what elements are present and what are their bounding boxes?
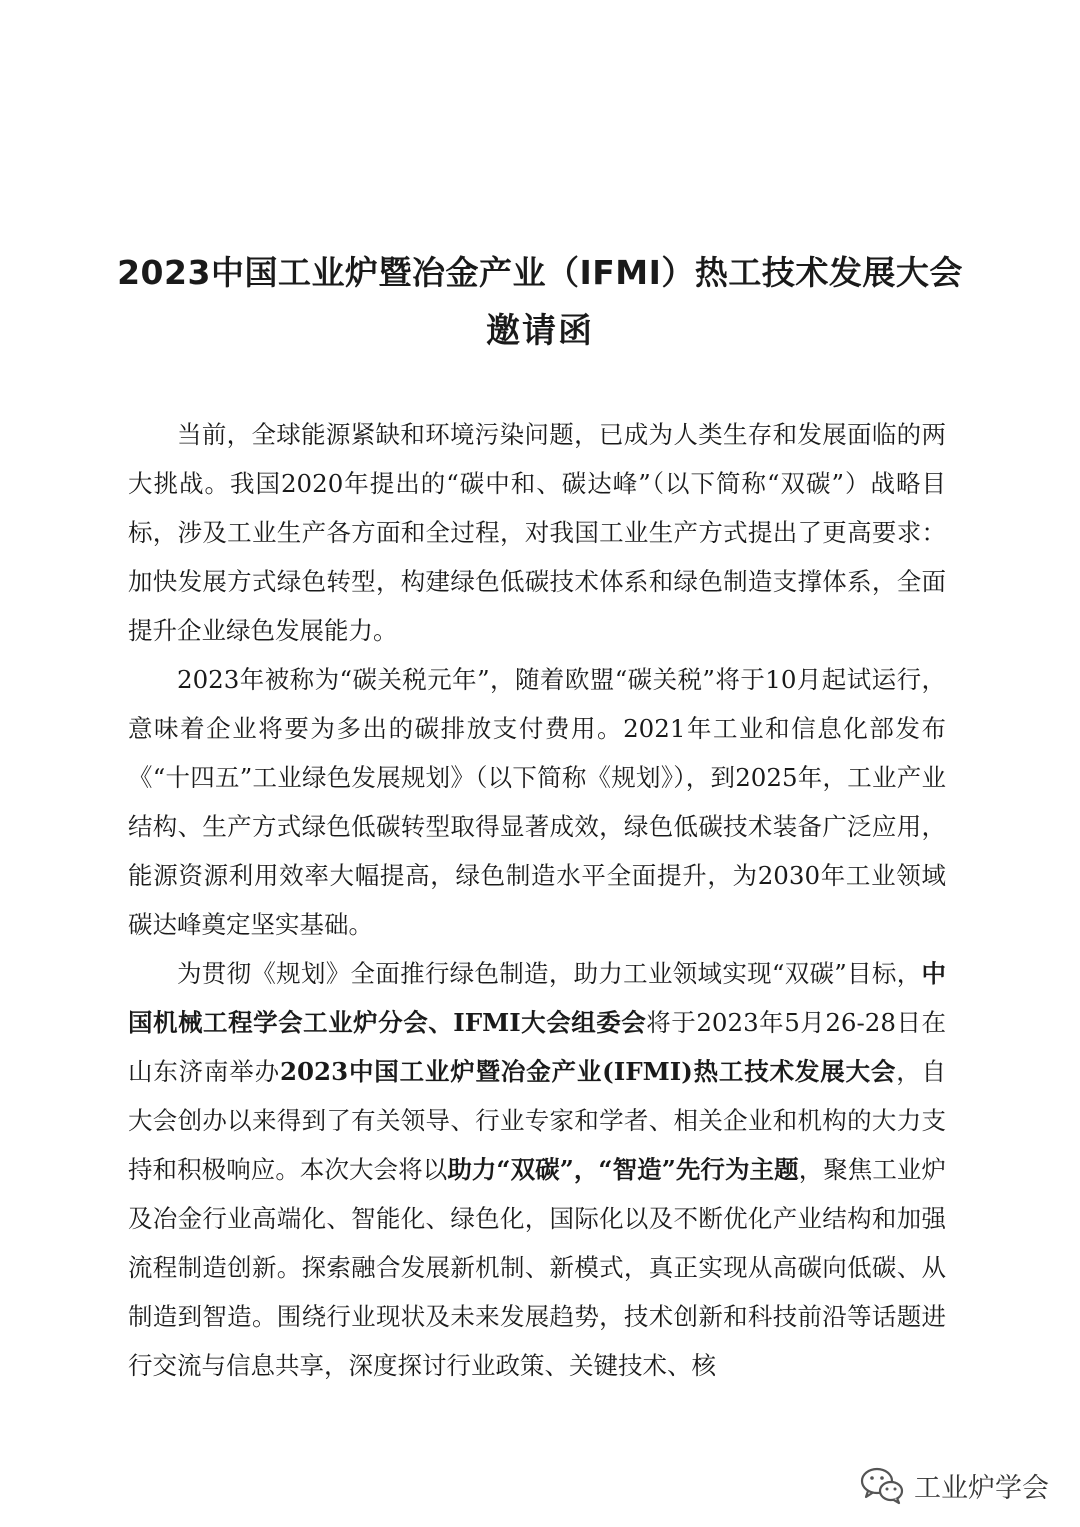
document-body: [128, 410, 946, 1390]
paragraph-3-text: 将于2023年5月26-28日在山东济南举办: [128, 1008, 946, 1086]
paragraph-2: 2023年被称为“碳关税元年”，随着欧盟“碳关税”将于10月起试运行，意味着企业将要为多出的碳排放支付费用。2021年工业和信息化部发布《“十四五”工业绿色发展规划》（以下简称《规划》），到2025年，工业产业结构、生产方式绿色低碳转型取得显著成效，绿色低碳技术装备广泛应用，能源资源利用效率大幅提高，绿色制造水平全面提升，为2030年工业领域碳达峰奠定坚实基础。: [128, 665, 946, 939]
paragraph-3-text: 为贯彻《规划》全面推行绿色制造，助力工业领域实现“双碳”目标，: [177, 959, 922, 988]
document-subtitle: 邀请函: [486, 311, 594, 351]
paragraph-3: [128, 949, 946, 1390]
paragraph-3-text: ，自大会创办以来得到了有关领导、行业专家和学者、相关企业和机构的大力支持和积极响应。本次大会将以: [128, 1057, 947, 1184]
conference-name-text: 2023中国工业炉暨冶金产业(IFMI)热工技术发展大会: [279, 1057, 897, 1086]
wechat-icon: [858, 1465, 906, 1505]
document-title: 2023中国工业炉暨冶金产业（IFMI）热工技术发展大会: [117, 253, 963, 292]
organizers-text: 中国机械工程学会工业炉分会、IFMI大会组委会: [128, 959, 946, 1037]
watermark: [858, 1465, 1049, 1505]
paragraph-1: 当前，全球能源紧缺和环境污染问题，已成为人类生存和发展面临的两大挑战。我国2020年提出的“碳中和、碳达峰”（以下简称“双碳”）战略目标，涉及工业生产各方面和全过程，对我国工业生产方式提出了更高要求：加快发展方式绿色转型，构建绿色低碳技术体系和绿色制造支撑体系，全面提升企业绿色发展能力。: [128, 420, 946, 645]
watermark-text: 工业炉学会: [914, 1472, 1049, 1504]
theme-text: 助力“双碳”，“智造”先行为主题: [447, 1155, 799, 1184]
paragraph-3-text: ，聚焦工业炉及冶金行业高端化、智能化、绿色化，国际化以及不断优化产业结构和加强流程制造创新。探索融合发展新机制、新模式，真正实现从高碳向低碳、从制造到智造。围绕行业现状及未来发展趋势，技术创新和科技前沿等话题进行交流与信息共享，深度探讨行业政策、关键技术、核: [128, 1155, 946, 1380]
